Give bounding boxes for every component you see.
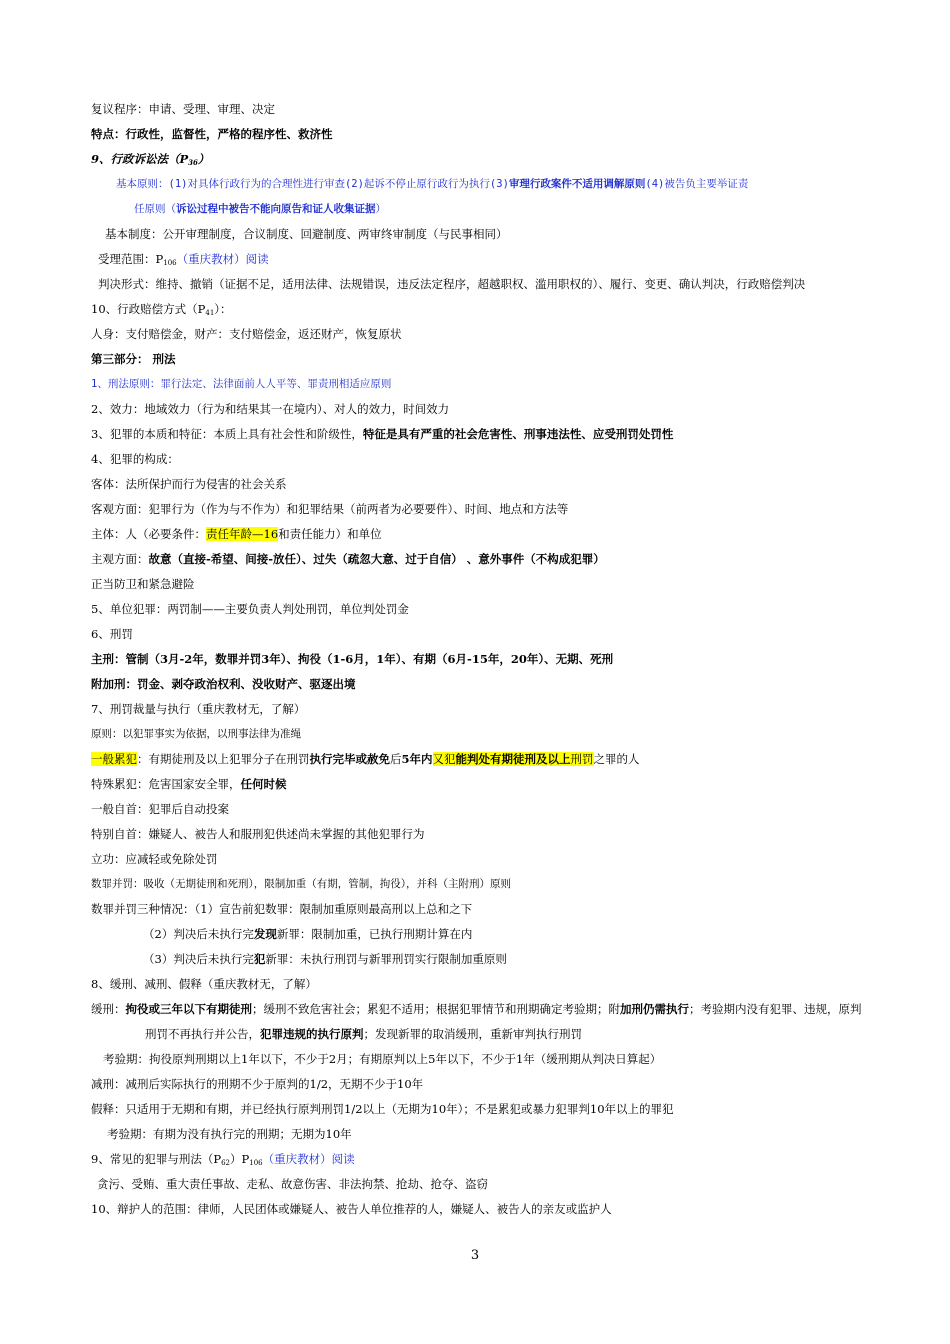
text: ；缓刑不致危害社会；累犯不适用；根据犯罪情节和刑期确定考验期；附 [252,1002,620,1016]
combined-punishment-line: 数罪并罚：吸收（无期徒刑和死刑），限制加重（有期，管制，拘役），并科（主附刑）原则 [91,878,511,890]
emphasis-text: 加刑仍需执行 [620,1002,689,1016]
emphasis-text: 犯罪违规的执行原判 [260,1027,364,1041]
text: 缓刑： [91,1002,126,1016]
text: （2）判决后未执行完 [143,927,254,941]
principal-punishment-line: 主刑：管制（3月-2年，数罪并罚3年）、拘役（1-6月，1年）、有期（6月-15年，20年）、无期、死刑 [91,652,614,666]
page-ref-sub: 41 [205,309,215,317]
text: 10、行政赔偿方式（P [91,302,206,316]
sentencing-heading: 7、刑罚裁量与执行（重庆教材无，了解） [91,702,306,716]
special-recidivist-line [91,776,287,792]
text: 主观方面： [91,552,149,566]
punishment-heading: 6、刑罚 [91,627,133,641]
emphasis-text: 拘役或三年以下有期徒刑 [125,1002,252,1016]
probation-period-line: 考验期：拘役原判刑期以上1年以下，不少于2月；有期原判以上5年以下，不少于1年（缓刑期从判决日算起） [103,1052,662,1066]
text: 基本原则：(1)对具体行政行为的合理性进行审查(2)起诉不停止原行政行为执行(3) [116,178,509,190]
text: 后 [390,752,402,766]
page-ref-sub: 62 [221,1159,230,1167]
page-ref-sub: 36 [188,158,198,167]
combined-case-2-line [143,926,472,942]
page-ref-sub: 106 [163,259,177,267]
text: 主体：人（必要条件： [91,527,206,541]
commutation-line: 减刑：减刑后实际执行的刑期不少于原判的1/2，无期不少于10年 [91,1077,424,1091]
objective-aspect-line: 客观方面：犯罪行为（作为与不作为）和犯罪结果（前两者为必要要件）、时间、地点和方法等 [91,502,569,516]
text: 3、犯罪的本质和特征：本质上具有社会性和阶级性， [91,427,363,441]
text: (4)被告负主要举证责 [645,178,749,190]
meritorious-service-line: 立功：应减轻或免除处罚 [91,852,218,866]
review-procedure-line: 复议程序：申请、受理、审理、决定 [91,102,275,116]
page-number: 3 [470,1248,480,1263]
crime-composition-heading: 4、犯罪的构成： [91,452,179,466]
text: ）： [214,302,232,316]
emphasis-text: 故意（直接-希望、间接-放任）、过失（疏忽大意、过于自信） 、意外事件（不构成犯罪） [148,552,605,566]
highlighted-emphasis-text: 能判处有期徒刑及以上 [455,752,571,766]
heading-text: ） [197,152,210,166]
crime-nature-line [91,426,673,442]
highlighted-text: 又犯 [432,752,456,766]
highlighted-text: 一般累犯 [91,752,137,766]
basic-principles-line [116,176,748,192]
probation-line [91,1001,862,1017]
reading-link-text: （重庆教材）阅读 [262,1152,355,1166]
text: ：有期徒刑及以上犯罪分子在刑罚 [137,752,310,766]
text: 新罪：限制加重，已执行刑期计算在内 [276,927,473,941]
page-ref-sub: 106 [249,1159,263,1167]
compensation-detail-line: 人身：支付赔偿金，财产：支付赔偿金，返还财产，恢复原状 [91,327,402,341]
emphasis-text: 任何时候 [240,777,287,791]
emphasis-text: 诉讼过程中被告不能向原告和证人收集证据 [176,203,376,215]
text: 刑罚不再执行并公告， [145,1027,260,1041]
general-surrender-line: 一般自首：犯罪后自动投案 [91,802,229,816]
criminal-law-principles-line: 1、刑法原则：罪行法定、法律面前人人平等、罪责刑相适应原则 [91,378,392,390]
additional-punishment-line: 附加刑：罚金、剥夺政治权利、没收财产、驱逐出境 [91,677,356,691]
reading-link-text: （重庆教材）阅读 [176,252,269,266]
subjective-aspect-line [91,551,605,567]
text: 新罪：未执行刑罚与新罪刑罚实行限制加重原则 [265,952,507,966]
common-crimes-heading [91,1151,355,1171]
general-recidivist-line [91,751,640,767]
combined-cases-line: 数罪并罚三种情况：（1）宣告前犯数罪：限制加重原则最高刑以上总和之下 [91,902,473,916]
heading-text: 9、行政诉讼法（P [91,152,189,166]
defender-scope-line: 10、辩护人的范围：律师，人民团体或嫌疑人、被告人单位推荐的人，嫌疑人、被告人的亲友或监护人 [91,1202,612,1216]
special-surrender-line: 特别自首：嫌疑人、被告人和服刑犯供述尚未掌握的其他犯罪行为 [91,827,425,841]
text: ；发现新罪的取消缓刑，重新审判执行刑罚 [363,1027,582,1041]
basic-system-line: 基本制度：公开审理制度，合议制度、回避制度、两审终审制度（与民事相同） [105,227,508,241]
text: 受理范围：P [98,252,164,266]
emphasis-text: 执行完毕或赦免 [309,752,390,766]
common-crimes-list-line: 贪污、受贿、重大责任事故、走私、故意伤害、非法拘禁、抢劫、抢夺、盗窃 [97,1177,488,1191]
object-line: 客体：法所保护而行为侵害的社会关系 [91,477,287,491]
parole-line: 假释：只适用于无期和有期，并已经执行原判刑罚1/2以上（无期为10年）；不是累犯或暴力犯罪判10年以上的罪犯 [91,1102,674,1116]
highlighted-text: 刑罚 [570,752,594,766]
compensation-heading [91,301,232,321]
acceptance-scope-line [98,251,269,271]
effect-line: 2、效力：地域效力（行为和结果其一在境内）、对人的效力，时间效力 [91,402,450,416]
highlighted-text: 责任年龄—16 [206,527,279,541]
emphasis-text: 犯 [253,952,266,966]
text: ） [375,203,386,215]
emphasis-text: 审理行政案件不适用调解原则 [508,178,646,190]
basic-principles-continuation [134,201,386,217]
judgment-forms-line: 判决形式：维持、撤销（证据不足，适用法律、法规错误，违反法定程序，超越职权、滥用职权的）、履行、变更、确认判决，行政赔偿判决 [98,277,806,291]
text: ；考验期内没有犯罪、违规，原判 [689,1002,862,1016]
review-features-line: 特点：行政性，监督性，严格的程序性、救济性 [91,127,333,141]
parole-period-line: 考验期：有期为没有执行完的刑期；无期为10年 [107,1127,352,1141]
emphasis-text: 5年内 [401,752,433,766]
unit-crime-line: 5、单位犯罪：两罚制——主要负责人判处刑罚，单位判处罚金 [91,602,409,616]
self-defense-line: 正当防卫和紧急避险 [91,577,195,591]
text: 之罪的人 [593,752,640,766]
text: ）P [229,1152,250,1166]
sentencing-principle-line: 原则：以犯罪事实为依据，以刑事法律为准绳 [91,728,301,740]
probation-heading: 8、缓刑、减刑、假释（重庆教材无，了解） [91,977,317,991]
text: 任原则（ [134,203,176,215]
text: 和责任能力）和单位 [278,527,382,541]
text: （3）判决后未执行完 [143,952,254,966]
text: 9、常见的犯罪与刑法（P [91,1152,222,1166]
combined-case-3-line [143,951,507,967]
emphasis-text: 发现 [253,927,277,941]
text: 特殊累犯：危害国家安全罪， [91,777,241,791]
subject-line [91,526,382,542]
section-heading-admin-litigation [91,151,209,171]
part-three-heading: 第三部分： 刑法 [91,352,176,366]
probation-continuation [145,1026,582,1042]
emphasis-text: 特征是具有严重的社会危害性、刑事违法性、应受刑罚处罚性 [362,427,674,441]
